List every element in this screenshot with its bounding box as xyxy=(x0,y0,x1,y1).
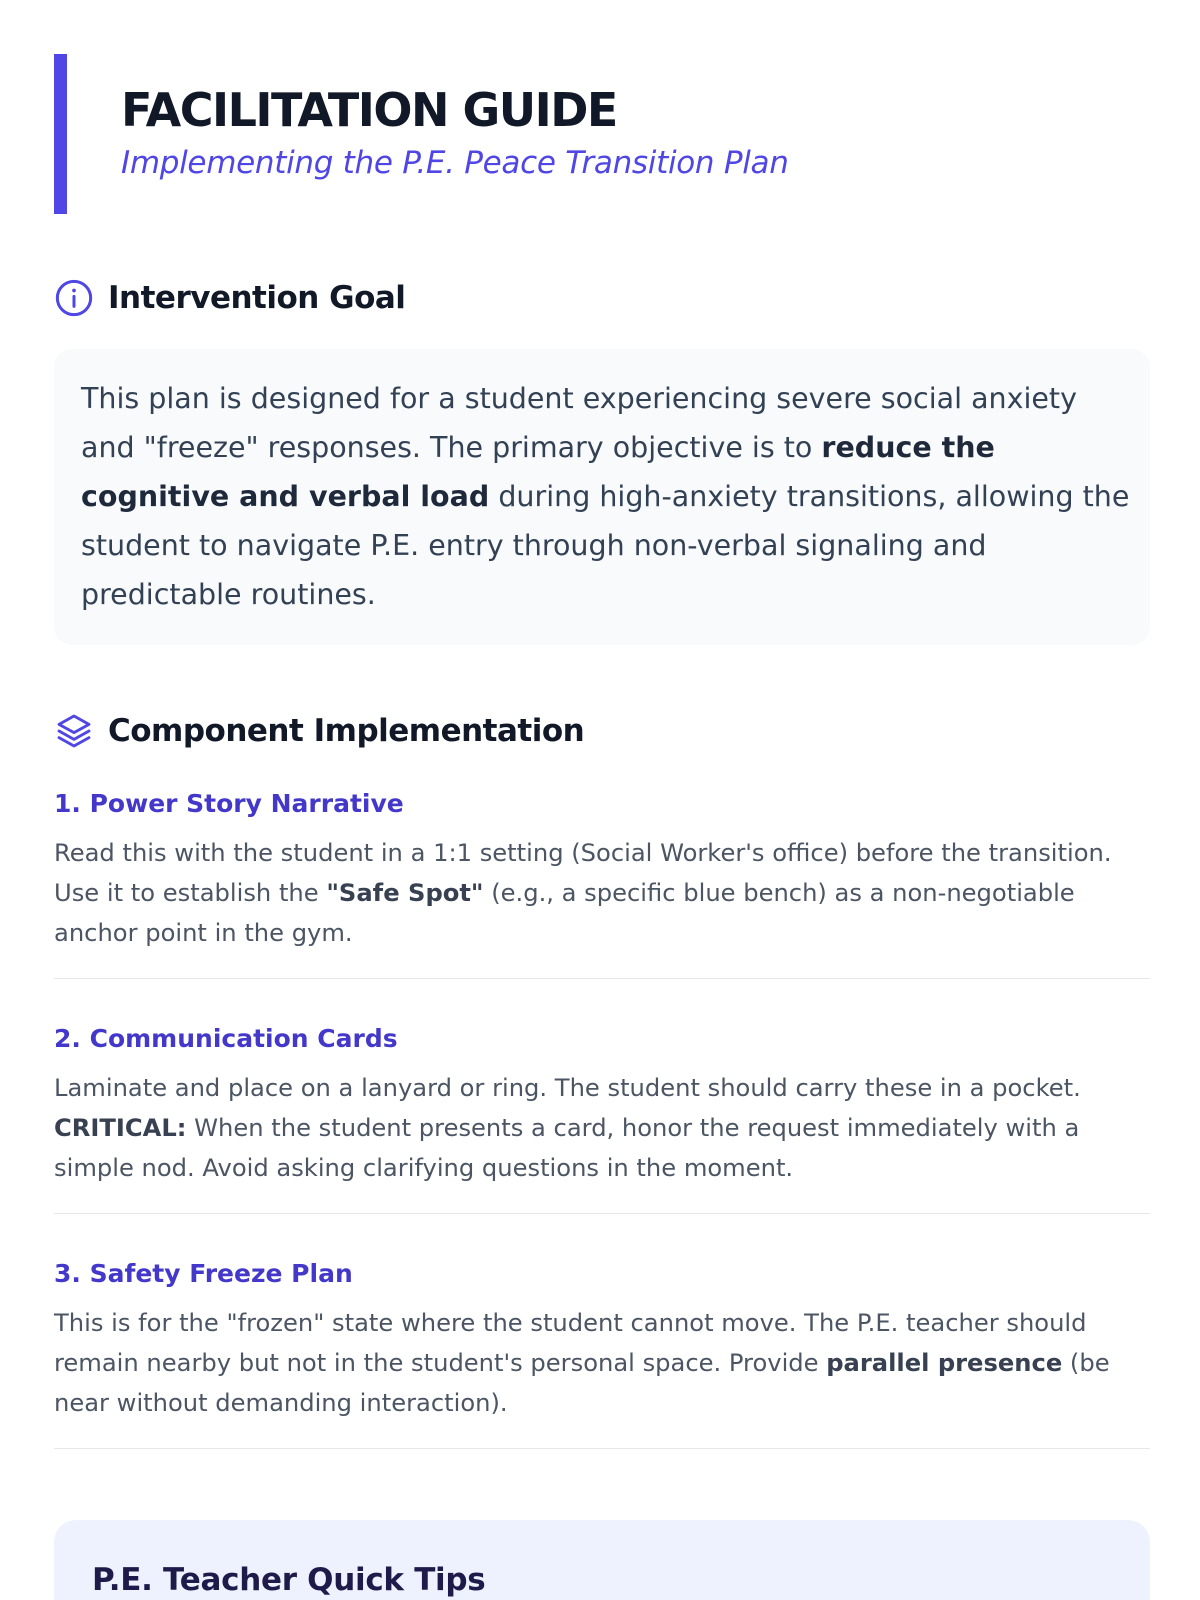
component-description xyxy=(54,1068,1150,1188)
component-implementation-heading xyxy=(54,711,584,751)
component-text-emphasis: CRITICAL: xyxy=(54,1114,187,1142)
quick-tips-box xyxy=(54,1520,1150,1600)
quick-tips-title: P.E. Teacher Quick Tips xyxy=(92,1562,486,1598)
component-safety-freeze-plan xyxy=(54,1257,1150,1423)
component-implementation-title: Component Implementation xyxy=(108,713,585,749)
component-title: 1. Power Story Narrative xyxy=(54,789,404,818)
divider xyxy=(54,978,1150,979)
intervention-goal-box xyxy=(54,349,1150,645)
intervention-goal-title: Intervention Goal xyxy=(108,280,406,316)
goal-text-start: This plan is designed for a student experiencing severe social anxiety and "freeze" responses. The primary objective is to xyxy=(81,382,1077,464)
component-text-end: When the student presents a card, honor the request immediately with a simple nod. Avoid asking clarifying questions in the moment. xyxy=(54,1114,1080,1182)
component-text-start: This is for the "frozen" state where the student cannot move. The P.E. teacher should remain nearby but not in the student's personal space. Provide xyxy=(54,1309,1087,1377)
info-icon xyxy=(54,278,94,318)
component-text-start: Read this with the student in a 1:1 setting (Social Worker's office) before the transition. Use it to establish the xyxy=(54,839,1112,907)
component-description xyxy=(54,1303,1150,1423)
divider xyxy=(54,1213,1150,1214)
component-communication-cards xyxy=(54,1022,1150,1188)
component-text-end: (e.g., a specific blue bench) as a non-negotiable anchor point in the gym. xyxy=(54,879,1075,947)
component-title: 2. Communication Cards xyxy=(54,1024,398,1053)
divider xyxy=(54,1448,1150,1449)
component-description xyxy=(54,833,1150,953)
intervention-goal-heading xyxy=(54,278,405,318)
component-text-emphasis: "Safe Spot" xyxy=(326,879,484,907)
component-power-story xyxy=(54,787,1150,953)
component-title: 3. Safety Freeze Plan xyxy=(54,1259,353,1288)
goal-text-emphasis: reduce the cognitive and verbal load xyxy=(81,431,995,513)
component-text-start: Laminate and place on a lanyard or ring. The student should carry these in a pocket. xyxy=(54,1074,1081,1102)
page-title: FACILITATION GUIDE xyxy=(121,83,617,137)
component-text-end: (be near without demanding interaction). xyxy=(54,1349,1110,1417)
page-subtitle: Implementing the P.E. Peace Transition Plan xyxy=(121,145,789,181)
header xyxy=(54,54,789,214)
layers-icon xyxy=(54,711,94,751)
goal-text-end: during high-anxiety transitions, allowing the student to navigate P.E. entry through non-verbal signaling and predictable routines. xyxy=(81,480,1130,611)
component-text-emphasis: parallel presence xyxy=(826,1349,1063,1377)
